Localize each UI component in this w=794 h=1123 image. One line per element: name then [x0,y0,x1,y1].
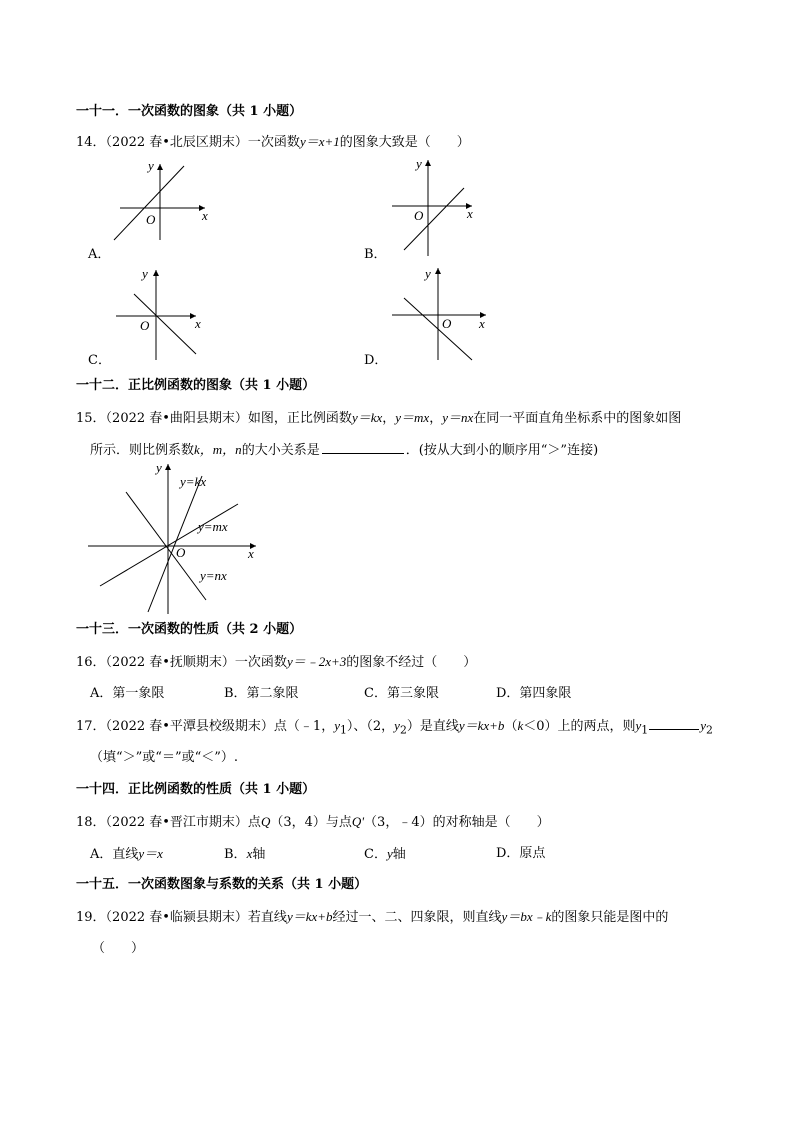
y-axis-label: y [156,460,162,475]
variable-x: x [246,846,253,861]
x-axis-label: x [467,206,473,221]
question-source: （2022 春•北辰区期末）一次函数 [105,135,300,150]
option-c[interactable] [364,845,406,864]
question-number: 16． [76,655,106,670]
variables: k，m，n [194,442,242,457]
question-source: （2022 春•晋江市期末）点 [105,815,261,830]
question-text: ．(按从大到小的顺序用“＞”连接) [405,443,599,458]
question-text: ）是直线 [406,719,459,734]
variable-y: y [386,846,393,861]
equation: y＝kx [351,410,383,425]
question-number: 19． [76,910,106,925]
question-15-line1 [76,409,681,428]
option-d[interactable]: D．原点 [496,846,546,861]
graph-option-d [390,266,500,362]
y-axis-label: y [425,266,431,281]
x-axis-label: x [202,208,208,223]
question-number: 18． [76,815,106,830]
origin-label: O [176,545,186,560]
answer-blank[interactable] [649,717,699,730]
option-b-label: B． [364,247,387,262]
graph-option-a [100,158,220,243]
origin-label: O [414,208,424,223]
proportional-functions-graph [88,462,268,617]
subscript: 2 [399,723,407,737]
question-text: 所示．则比例系数 [90,443,195,458]
option-c-label: C． [88,353,111,368]
question-text: 的大小关系是 [241,443,320,458]
equation: y＝mx [395,410,430,425]
question-19-line1 [76,908,668,927]
graph-option-b [388,158,508,258]
question-17-line1 [76,717,713,740]
option-d[interactable]: D．第四象限 [496,686,572,701]
option-a-label: A． [88,247,111,262]
label-mx: y=mx [198,519,228,534]
question-text: 在同一平面直角坐标系中的图象如图 [473,411,682,426]
question-source: （2022 春•平潭县校级期末）点（﹣1， [105,719,335,734]
point-q-prime: Q' [351,814,365,829]
point-q: Q [260,814,271,829]
x-axis-label: x [479,316,485,331]
y-axis-label: y [416,156,422,171]
equation: y＝kx+b [458,718,505,733]
variable-k: k [517,718,524,733]
question-15-line2 [90,441,598,460]
question-source: （2022 春•抚顺期末）一次函数 [105,655,287,670]
variable-y2: y [700,718,706,733]
question-text: （3，﹣4）的对称轴是（ ） [364,815,550,830]
question-19-line2: （ ） [92,941,145,956]
question-text: 经过一、二、四象限，则直线 [332,910,502,925]
option-label: A．直线 [90,847,139,862]
question-text: ＜0）上的两点，则 [523,719,636,734]
equation: y＝nx [442,410,474,425]
equation: y＝kx+b [286,909,333,924]
subscript: 1 [339,723,347,737]
question-text: （3，4）与点 [270,815,352,830]
origin-label: O [140,318,150,333]
question-text: ）、（2， [346,719,395,734]
equation: y＝x+1 [299,134,340,149]
x-axis-label: x [248,546,254,561]
subscript: 1 [641,723,649,737]
variable-y1: y [635,718,642,733]
question-number: 17． [76,719,106,734]
equation: y＝x [138,846,163,861]
option-label: B． [224,847,247,862]
option-a[interactable] [90,845,163,864]
option-a[interactable]: A．第一象限 [90,686,165,701]
option-text: 轴 [252,847,266,862]
subscript: 2 [705,723,713,737]
option-text: 轴 [392,847,406,862]
variable-y1: y [334,718,340,733]
question-18 [76,813,550,832]
label-kx: y=kx [180,474,207,489]
question-tail: 的图象大致是（ ） [339,135,470,150]
option-b[interactable] [224,845,265,864]
origin-label: O [442,316,452,331]
equation: y＝﹣2x+3 [286,654,347,669]
equation: y＝bx﹣k [501,909,552,924]
section-heading-11: 一十一．一次函数的图象（共 1 小题） [76,104,303,119]
label-nx: y=nx [200,568,227,583]
question-14 [76,133,470,152]
option-c[interactable]: C．第三象限 [364,686,439,701]
separator: ， [429,411,443,426]
separator: ， [382,411,396,426]
graph-option-c [112,266,222,362]
question-17-line2: （填“＞”或“＝”或“＜”）. [90,750,239,765]
variable-y2: y [394,718,400,733]
line-kx [148,476,202,612]
question-text: （ [504,719,518,734]
question-source: （2022 春•临颍县期末）若直线 [105,910,287,925]
answer-blank[interactable] [322,441,404,454]
y-axis-label: y [148,158,154,173]
question-number: 15． [76,411,106,426]
section-heading-12: 一十二．正比例函数的图象（共 1 小题） [76,378,316,393]
option-label: C． [364,847,387,862]
question-source: （2022 春•曲阳县期末）如图，正比例函数 [105,411,352,426]
section-heading-13: 一十三．一次函数的性质（共 2 小题） [76,622,303,637]
option-d-label: D． [364,353,388,368]
question-tail: 的图象不经过（ ） [346,655,477,670]
option-b[interactable]: B．第二象限 [224,686,299,701]
y-axis-label: y [142,266,148,281]
origin-label: O [146,212,156,227]
x-axis-label: x [195,316,201,331]
section-heading-15: 一十五．一次函数图象与系数的关系（共 1 小题） [76,877,368,892]
question-number: 14． [76,135,106,150]
section-heading-14: 一十四．正比例函数的性质（共 1 小题） [76,782,316,797]
question-16 [76,653,476,672]
question-text: 的图象只能是图中的 [551,910,669,925]
